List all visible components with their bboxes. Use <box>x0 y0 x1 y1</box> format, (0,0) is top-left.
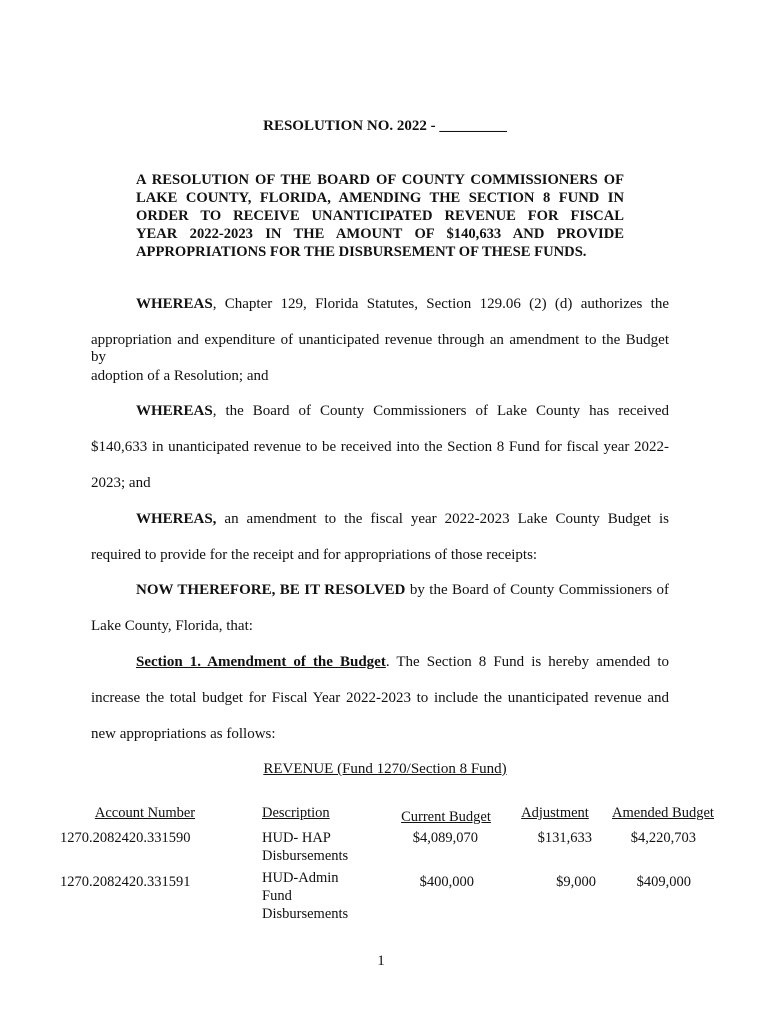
whereas-1-line-1: WHEREAS, Chapter 129, Florida Statutes, Section 129.06 (2) (d) authorizes the <box>136 296 669 312</box>
heading-line: YEAR 2022-2023 IN THE AMOUNT OF $140,633 AND PROVIDE <box>136 226 624 242</box>
header-amended-budget: Amended Budget <box>612 805 714 821</box>
whereas-3-line-2: required to provide for the receipt and for appropriations of those receipts: <box>91 547 538 563</box>
row-1-adjustment: $131,633 <box>537 830 592 846</box>
resolved-line-1: NOW THEREFORE, BE IT RESOLVED by the Board of County Commissioners of <box>136 582 669 598</box>
header-adjustment: Adjustment <box>521 805 589 821</box>
section-1-line-1: Section 1. Amendment of the Budget. The Section 8 Fund is hereby amended to <box>136 654 670 670</box>
whereas-1-line-2: appropriation and expenditure of unanticipated revenue through an amendment to the Budget by <box>91 332 669 365</box>
revenue-caption: REVENUE (Fund 1270/Section 8 Fund) <box>263 761 507 777</box>
heading-line: A RESOLUTION OF THE BOARD OF COUNTY COMMISSIONERS OF <box>136 172 624 188</box>
header-description: Description <box>262 805 330 821</box>
row-2-description-line: Disbursements <box>262 906 349 922</box>
row-2-account: 1270.2082420.331591 <box>60 874 191 890</box>
whereas-3-line-1: WHEREAS, an amendment to the fiscal year 2022-2023 Lake County Budget is <box>136 511 669 527</box>
row-1-account: 1270.2082420.331590 <box>60 830 191 846</box>
resolved-line-2: Lake County, Florida, that: <box>91 618 253 634</box>
header-current-budget: Current Budget <box>401 809 491 825</box>
header-account-number: Account Number <box>94 805 196 821</box>
row-1-current-budget: $4,089,070 <box>412 830 478 846</box>
whereas-2-line-1: WHEREAS, the Board of County Commissioners of Lake County has received <box>136 403 669 419</box>
section-1-line-3: new appropriations as follows: <box>91 726 276 742</box>
heading-line: LAKE COUNTY, FLORIDA, AMENDING THE SECTION 8 FUND IN <box>136 190 624 206</box>
resolution-heading <box>136 171 624 261</box>
row-2-description-line: Fund <box>262 888 292 904</box>
resolution-title: RESOLUTION NO. 2022 - _________ <box>263 118 507 134</box>
whereas-2-line-2: $140,633 in unanticipated revenue to be received into the Section 8 Fund for fiscal year 2022- <box>91 439 669 455</box>
heading-line: APPROPRIATIONS FOR THE DISBURSEMENT OF THESE FUNDS. <box>136 244 587 260</box>
page-number: 1 <box>377 953 385 969</box>
section-1-line-2: increase the total budget for Fiscal Year 2022-2023 to include the unanticipated revenue and <box>91 690 669 706</box>
row-2-amended-budget: $409,000 <box>636 874 691 890</box>
row-2-current-budget: $400,000 <box>419 874 474 890</box>
row-1-description-line: HUD- HAP <box>262 830 331 846</box>
heading-line: ORDER TO RECEIVE UNANTICIPATED REVENUE FOR FISCAL <box>136 208 624 224</box>
whereas-1-line-3: adoption of a Resolution; and <box>91 368 269 384</box>
row-1-amended-budget: $4,220,703 <box>630 830 696 846</box>
row-2-description-line: HUD-Admin <box>262 870 339 886</box>
row-2-adjustment: $9,000 <box>556 874 596 890</box>
whereas-2-line-3: 2023; and <box>91 475 151 491</box>
row-1-description-line: Disbursements <box>262 848 349 864</box>
